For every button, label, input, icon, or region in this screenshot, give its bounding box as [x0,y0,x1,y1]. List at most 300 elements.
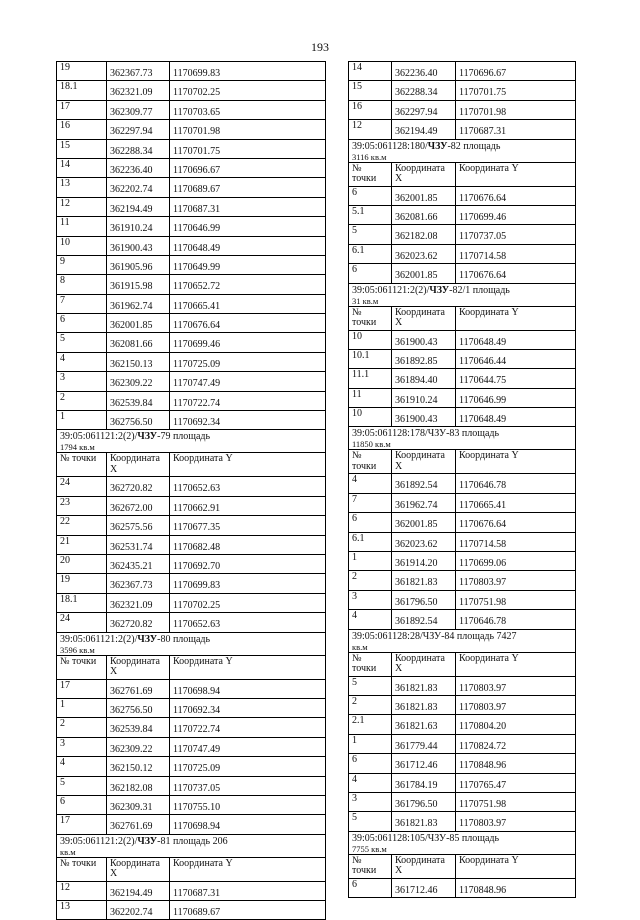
coordinate-y: 1170646.78 [456,474,576,492]
coordinate-y: 1170737.05 [456,225,576,243]
header-coordinate-x: Координата X [392,307,456,330]
coordinate-x: 362236.40 [107,159,170,177]
point-number: 13 [57,901,107,919]
point-number: 15 [349,81,392,99]
table-row [57,275,326,294]
section-caption [349,427,576,450]
coordinate-x: 361915.98 [107,275,170,293]
header-coordinate-x: Координата X [107,858,170,881]
coordinate-y: 1170701.98 [170,120,326,138]
point-number: 4 [349,774,392,792]
table-row [57,882,326,901]
coordinate-y: 1170646.78 [456,610,576,628]
point-number: 12 [57,882,107,900]
area-label: ЧЗУ-84 площадь 7427 [422,630,517,642]
point-number: 18.1 [57,594,107,612]
coordinate-x: 362297.94 [392,101,456,119]
point-number: 4 [57,757,107,775]
coordinate-y: 1170676.64 [170,314,326,332]
coordinate-y: 1170702.25 [170,594,326,612]
table-row [57,536,326,555]
point-number: 17 [57,101,107,119]
table-row [349,225,576,244]
point-number: 19 [57,62,107,80]
point-number: 2 [349,696,392,714]
coordinate-y: 1170665.41 [456,494,576,512]
coordinate-y: 1170648.49 [456,408,576,426]
point-number: 24 [57,613,107,631]
table-row [57,256,326,275]
point-number: 6 [349,264,392,282]
table-row [349,474,576,493]
point-number: 2 [57,718,107,736]
coordinate-x: 361910.24 [107,217,170,235]
point-number: 3 [349,591,392,609]
coordinate-x: 362023.62 [392,533,456,551]
coordinate-x: 362194.49 [107,198,170,216]
coordinate-y: 1170687.31 [170,198,326,216]
coordinate-x: 361821.83 [392,812,456,830]
header-coordinate-x: Координата X [392,855,456,878]
coordinate-x: 362761.69 [107,680,170,698]
area-label: -80 площадь [157,633,211,645]
coordinate-y: 1170725.09 [170,353,326,371]
table-row [349,812,576,831]
table-row [57,680,326,699]
coordinate-x: 362150.12 [107,757,170,775]
table-row [57,815,326,834]
coordinate-x: 361712.46 [392,879,456,897]
header-coordinate-y: Координата Y [170,858,326,881]
coordinate-x: 362182.08 [107,777,170,795]
coordinate-y: 1170646.99 [170,217,326,235]
header-point-number: № точки [57,453,107,476]
table-row [57,777,326,796]
coordinate-x: 362001.85 [392,264,456,282]
area-value: кв.м [60,846,76,857]
coordinate-y: 1170714.58 [456,245,576,263]
point-number: 17 [57,815,107,833]
area-label: ЧЗУ-83 площадь [427,428,500,440]
point-number: 18.1 [57,81,107,99]
header-coordinate-x: Координата X [107,656,170,679]
coordinate-x: 362309.22 [107,738,170,756]
zone-code: ЧЗУ [427,140,448,152]
coordinate-x: 361796.50 [392,793,456,811]
coordinate-y: 1170722.74 [170,718,326,736]
coordinate-y: 1170699.83 [170,574,326,592]
coordinate-y: 1170676.64 [456,187,576,205]
table-row [57,613,326,632]
coordinate-y: 1170747.49 [170,372,326,390]
table-row [57,62,326,81]
point-number: 16 [349,101,392,119]
point-number: 20 [57,555,107,573]
point-number: 14 [57,159,107,177]
point-number: 11 [57,217,107,235]
point-number: 15 [57,140,107,158]
coordinate-x: 361905.96 [107,256,170,274]
coordinate-y: 1170747.49 [170,738,326,756]
coordinate-y: 1170648.49 [170,237,326,255]
header-point-number: № точки [349,653,392,676]
area-value: 7755 кв.м [352,843,387,854]
header-coordinate-y: Координата Y [456,163,576,186]
area-value: кв.м [352,641,368,652]
table-row [57,353,326,372]
coordinate-y: 1170696.67 [170,159,326,177]
cadastral-prefix: 39:05:061128:28/ [352,630,423,642]
coordinate-x: 361712.46 [392,754,456,772]
point-number: 10 [349,408,392,426]
coordinate-y: 1170725.09 [170,757,326,775]
coordinate-y: 1170652.63 [170,613,326,631]
area-label: -82 площадь [447,140,501,152]
coordinate-x: 361900.43 [392,331,456,349]
table-header [349,307,576,331]
header-coordinate-x: Координата X [107,453,170,476]
table-header [349,653,576,677]
point-number: 24 [57,477,107,495]
point-number: 3 [349,793,392,811]
coordinate-y: 1170692.70 [170,555,326,573]
coordinate-y: 1170696.67 [456,62,576,80]
coordinate-y: 1170652.63 [170,477,326,495]
point-number: 4 [349,610,392,628]
header-coordinate-y: Координата Y [456,450,576,473]
coordinate-y: 1170689.67 [170,178,326,196]
area-label: ЧЗУ-85 площадь [427,832,500,844]
coordinate-x: 362435.21 [107,555,170,573]
table-row [57,555,326,574]
coordinate-y: 1170701.75 [456,81,576,99]
point-number: 4 [349,474,392,492]
coordinate-y: 1170755.10 [170,796,326,814]
point-number: 5 [349,812,392,830]
point-number: 7 [349,494,392,512]
zone-code: ЧЗУ [137,633,158,645]
table-row [349,120,576,139]
coordinate-x: 361892.85 [392,350,456,368]
point-number: 22 [57,516,107,534]
coordinate-x: 361821.63 [392,715,456,733]
section-caption [349,284,576,307]
coordinate-x: 361894.40 [392,369,456,387]
coordinate-x: 362182.08 [392,225,456,243]
table-row [57,295,326,314]
table-row [349,206,576,225]
table-row [57,198,326,217]
coordinate-x: 361796.50 [392,591,456,609]
table-row [57,699,326,718]
table-row [57,516,326,535]
point-number: 2 [349,571,392,589]
coordinate-x: 362720.82 [107,477,170,495]
point-number: 3 [57,372,107,390]
point-number: 6 [57,314,107,332]
table-row [349,369,576,388]
coordinate-y: 1170646.99 [456,389,576,407]
table-row [57,217,326,236]
coordinate-x: 362575.56 [107,516,170,534]
table-row [57,372,326,391]
point-number: 17 [57,680,107,698]
header-coordinate-y: Координата Y [456,307,576,330]
coordinate-y: 1170803.97 [456,677,576,695]
zone-code: ЧЗУ [429,284,450,296]
coordinate-x: 362367.73 [107,574,170,592]
table-row [349,350,576,369]
coordinate-x: 361962.74 [107,295,170,313]
coordinate-y: 1170676.64 [456,264,576,282]
table-row [57,81,326,100]
table-row [57,411,326,430]
table-row [57,574,326,593]
section-caption [349,140,576,163]
cadastral-prefix: 39:05:061128:178/ [352,428,428,440]
point-number: 12 [349,120,392,138]
header-coordinate-y: Координата Y [170,453,326,476]
point-number: 2.1 [349,715,392,733]
point-number: 1 [57,411,107,429]
coordinate-x: 361962.74 [392,494,456,512]
coordinate-x: 361900.43 [392,408,456,426]
coordinate-y: 1170698.94 [170,815,326,833]
table-row [349,774,576,793]
section-caption [349,832,576,855]
section-caption [57,835,326,858]
coordinate-x: 362023.62 [392,245,456,263]
coordinate-x: 362236.40 [392,62,456,80]
coordinate-x: 362539.84 [107,392,170,410]
cadastral-prefix: 39:05:061128:180/ [352,140,428,152]
coordinate-x: 361914.20 [392,552,456,570]
coordinate-x: 362194.49 [107,882,170,900]
point-number: 9 [57,256,107,274]
coordinate-x: 362367.73 [107,62,170,80]
coordinate-x: 362081.66 [392,206,456,224]
coordinate-y: 1170692.34 [170,411,326,429]
header-coordinate-x: Координата X [392,450,456,473]
table-row [57,120,326,139]
table-row [349,879,576,898]
point-number: 16 [57,120,107,138]
table-row [349,533,576,552]
point-number: 6 [349,754,392,772]
header-point-number: № точки [349,855,392,878]
coordinate-y: 1170662.91 [170,497,326,515]
coordinate-y: 1170848.96 [456,879,576,897]
coordinate-y: 1170699.46 [456,206,576,224]
coordinate-x: 362720.82 [107,613,170,631]
table-row [349,591,576,610]
coordinate-y: 1170648.49 [456,331,576,349]
table-row [57,477,326,496]
point-number: 5 [57,777,107,795]
point-number: 8 [57,275,107,293]
coordinate-y: 1170765.47 [456,774,576,792]
table-header [349,450,576,474]
coordinate-x: 362202.74 [107,178,170,196]
header-point-number: № точки [349,307,392,330]
table-row [349,754,576,773]
header-point-number: № точки [57,656,107,679]
coordinate-x: 362672.00 [107,497,170,515]
coordinate-x: 361821.83 [392,677,456,695]
coordinate-x: 362001.85 [107,314,170,332]
coordinate-y: 1170699.46 [170,333,326,351]
point-number: 10.1 [349,350,392,368]
coordinate-x: 362150.13 [107,353,170,371]
header-coordinate-y: Координата Y [170,656,326,679]
point-number: 1 [349,552,392,570]
table-row [349,245,576,264]
table-row [349,331,576,350]
point-number: 6.1 [349,533,392,551]
point-number: 14 [349,62,392,80]
point-number: 4 [57,353,107,371]
coordinate-y: 1170644.75 [456,369,576,387]
coordinates-table-right [348,61,576,898]
coordinate-y: 1170699.06 [456,552,576,570]
coordinate-x: 361821.83 [392,696,456,714]
coordinate-y: 1170803.97 [456,696,576,714]
point-number: 1 [349,735,392,753]
point-number: 3 [57,738,107,756]
coordinate-x: 362539.84 [107,718,170,736]
coordinate-y: 1170848.96 [456,754,576,772]
area-value: 11850 кв.м [352,439,391,450]
coordinate-y: 1170676.64 [456,513,576,531]
table-row [57,901,326,920]
table-row [349,408,576,427]
coordinate-x: 361784.19 [392,774,456,792]
table-row [57,594,326,613]
area-label: -82/1 площадь [449,284,510,296]
table-row [57,178,326,197]
cadastral-prefix: 39:05:061121:2(2)/ [60,633,138,645]
coordinate-x: 361900.43 [107,237,170,255]
point-number: 7 [57,295,107,313]
coordinate-x: 361821.83 [392,571,456,589]
table-row [349,677,576,696]
coordinate-x: 362756.50 [107,699,170,717]
table-header [349,163,576,187]
table-row [57,101,326,120]
coordinate-y: 1170698.94 [170,680,326,698]
table-header [57,858,326,882]
coordinate-y: 1170687.31 [456,120,576,138]
table-row [349,735,576,754]
coordinate-x: 362321.09 [107,81,170,99]
coordinate-x: 362309.31 [107,796,170,814]
point-number: 13 [57,178,107,196]
zone-code: ЧЗУ [137,835,158,847]
coordinate-y: 1170737.05 [170,777,326,795]
coordinate-x: 362001.85 [392,513,456,531]
header-coordinate-y: Координата Y [456,855,576,878]
coordinate-x: 362001.85 [392,187,456,205]
coordinate-x: 362309.77 [107,101,170,119]
cadastral-prefix: 39:05:061121:2(2)/ [60,431,138,443]
table-row [57,718,326,737]
table-row [57,757,326,776]
coordinate-y: 1170699.83 [170,62,326,80]
coordinate-y: 1170703.65 [170,101,326,119]
coordinate-y: 1170701.75 [170,140,326,158]
point-number: 11.1 [349,369,392,387]
point-number: 5 [57,333,107,351]
coordinate-y: 1170682.48 [170,536,326,554]
table-row [349,389,576,408]
table-row [57,796,326,815]
point-number: 5.1 [349,206,392,224]
header-point-number: № точки [349,450,392,473]
table-row [349,610,576,629]
coordinate-x: 361910.24 [392,389,456,407]
header-point-number: № точки [57,858,107,881]
header-point-number: № точки [349,163,392,186]
coordinate-y: 1170804.20 [456,715,576,733]
coordinate-x: 361892.54 [392,474,456,492]
coordinate-x: 362761.69 [107,815,170,833]
coordinate-x: 362756.50 [107,411,170,429]
table-row [349,513,576,532]
table-header [57,656,326,680]
point-number: 19 [57,574,107,592]
table-row [57,392,326,411]
table-row [57,237,326,256]
table-row [57,140,326,159]
point-number: 1 [57,699,107,717]
coordinate-y: 1170751.98 [456,591,576,609]
table-header [349,855,576,879]
cadastral-prefix: 39:05:061128:105/ [352,832,428,844]
coordinate-x: 362081.66 [107,333,170,351]
table-row [349,187,576,206]
coordinate-y: 1170803.97 [456,571,576,589]
point-number: 6 [349,187,392,205]
coordinate-x: 362297.94 [107,120,170,138]
table-row [349,81,576,100]
area-value: 3116 кв.м [352,151,387,162]
table-row [349,494,576,513]
point-number: 6 [349,513,392,531]
coordinate-y: 1170646.44 [456,350,576,368]
point-number: 5 [349,677,392,695]
point-number: 10 [349,331,392,349]
page-number: 193 [311,40,329,54]
coordinate-y: 1170692.34 [170,699,326,717]
point-number: 12 [57,198,107,216]
area-label: -81 площадь 206 [157,835,228,847]
table-row [57,497,326,516]
table-header [57,453,326,477]
table-row [57,159,326,178]
section-caption [57,430,326,453]
coordinate-y: 1170649.99 [170,256,326,274]
section-caption [57,633,326,656]
table-row [349,264,576,283]
area-value: 1794 кв.м [60,442,95,453]
coordinate-y: 1170714.58 [456,533,576,551]
coordinate-x: 362531.74 [107,536,170,554]
coordinate-y: 1170722.74 [170,392,326,410]
coordinate-x: 362309.22 [107,372,170,390]
point-number: 10 [57,237,107,255]
coordinate-x: 361779.44 [392,735,456,753]
coordinate-y: 1170689.67 [170,901,326,919]
